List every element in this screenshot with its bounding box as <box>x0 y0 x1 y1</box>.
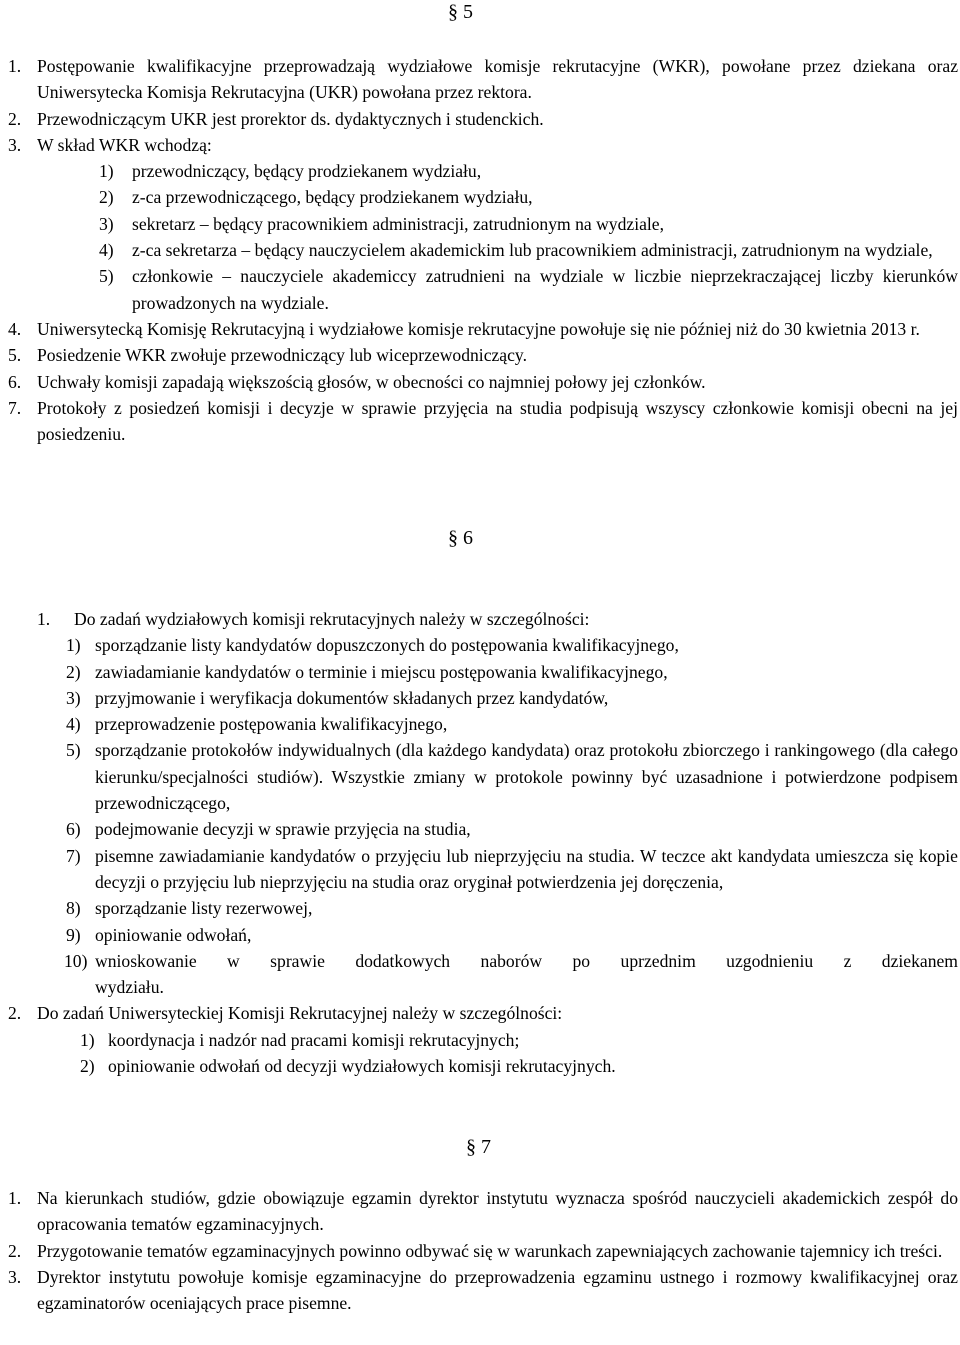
sec7-item-2 <box>0 1238 960 1264</box>
sec6-sub-2 <box>0 659 960 685</box>
sec6-sub-9 <box>0 922 960 948</box>
item-text: W skład WKR wchodzą: <box>37 134 212 155</box>
sec6-sub-4 <box>0 711 960 737</box>
sec5-item-4 <box>0 316 960 342</box>
sub-text: sporządzanie protokołów indywidualnych (dla każdego kandydata) oraz protokołu zbiorczego i rankingowego (dla całego kierunku/specjalności studiów). Wszystkie zmiany w protokole powinny być uzasadnione i potwierdzone podpisem przewodniczącego, <box>95 740 958 814</box>
sub-number: 3) <box>66 687 81 708</box>
item-text: Do zadań wydziałowych komisji rekrutacyjnych należy w szczególności: <box>74 609 590 629</box>
item-text: Dyrektor instytutu powołuje komisje egzaminacyjne do przeprowadzenia egzaminu ustnego i rozmowy kwalifikacyjnej oraz egzaminatorów oceniających prace pisemne. <box>37 1266 958 1314</box>
sub-number: 1) <box>66 635 81 656</box>
item-number: 4. <box>8 318 22 339</box>
sub-number: 7) <box>66 845 81 866</box>
sub-text: przewodniczący, będący prodziekanem wydziału, <box>132 161 482 182</box>
sub-number: 2) <box>80 1056 95 1077</box>
sub-number: 3) <box>99 213 114 234</box>
sec6-sub-1 <box>0 632 960 658</box>
sec6-item-2 <box>0 1000 960 1026</box>
sec5-sub-5 <box>0 263 960 316</box>
sub-number: 2) <box>99 187 114 208</box>
item-text: Do zadań Uniwersyteckiej Komisji Rekrutacyjnej należy w szczególności: <box>37 1003 563 1024</box>
sec5-sub-1 <box>0 158 960 184</box>
item-number: 3. <box>8 1266 22 1287</box>
sub-text: z-ca przewodniczącego, będący prodziekanem wydziału, <box>132 187 533 208</box>
sec5-item-3 <box>0 132 960 158</box>
sec6-sub-8 <box>0 895 960 921</box>
item-number: 2. <box>8 1240 22 1261</box>
sub-text: opiniowanie odwołań, <box>95 924 252 945</box>
sub-text: podejmowanie decyzji w sprawie przyjęcia na studia, <box>95 819 471 840</box>
sec6-2-sub-2 <box>0 1053 960 1079</box>
item-text: Protokoły z posiedzeń komisji i decyzje w sprawie przyjęcia na studia podpisują wszyscy członkowie komisji obecni na jej posiedzeniu. <box>37 397 958 445</box>
sec6-sub-6 <box>0 816 960 842</box>
sec5-sub-2 <box>0 184 960 210</box>
sub-number: 1) <box>80 1029 95 1050</box>
sub-number: 6) <box>66 819 81 840</box>
sub-number: 5) <box>66 740 81 761</box>
sub-text: członkowie – nauczyciele akademiccy zatrudnieni na wydziale w liczbie nieprzekraczającej liczby kierunków prowadzonych na wydziale. <box>132 266 958 313</box>
item-text: Przewodniczącym UKR jest prorektor ds. dydaktycznych i studenckich. <box>37 108 544 129</box>
sub-text: zawiadamianie kandydatów o terminie i miejscu postępowania kwalifikacyjnego, <box>95 661 668 682</box>
sec6-item-1 <box>0 606 960 632</box>
sec5-item-6 <box>0 369 960 395</box>
item-number: 2. <box>8 1003 22 1024</box>
sub-text: przeprowadzenie postępowania kwalifikacyjnego, <box>95 714 448 735</box>
sub-text: pisemne zawiadamianie kandydatów o przyjęciu lub nieprzyjęciu na studia. W teczce akt kandydata umieszcza się kopie decyzji o przyjęciu lub nieprzyjęciu na studia oraz oryginał potwierdzenia jej doręczenia, <box>95 845 958 892</box>
sec6-2-sub-1 <box>0 1027 960 1053</box>
sub-text: sekretarz – będący pracownikiem administracji, zatrudnionym na wydziale, <box>132 213 665 234</box>
item-text: Na kierunkach studiów, gdzie obowiązuje egzamin dyrektor instytutu wyznacza spośród nauczycieli akademickich zespół do opracowania tematów egzaminacyjnych. <box>37 1188 958 1235</box>
sec5-item-5 <box>0 342 960 368</box>
item-number: 7. <box>8 397 22 418</box>
item-text: Posiedzenie WKR zwołuje przewodniczący lub wiceprzewodniczący. <box>37 345 527 366</box>
sub-number: 4) <box>66 714 81 735</box>
sub-text: koordynacja i nadzór nad pracami komisji rekrutacyjnych; <box>108 1029 520 1050</box>
sub-text: sporządzanie listy rezerwowej, <box>95 898 313 919</box>
sub-number: 2) <box>66 661 81 682</box>
sec6-sub-5 <box>0 737 960 816</box>
sub-number: 5) <box>99 266 114 287</box>
section-6-body <box>0 606 960 1079</box>
sec6-sub-10 <box>0 948 960 1001</box>
section-5-body <box>0 53 960 447</box>
item-number: 2. <box>8 108 22 129</box>
sub-number: 9) <box>66 924 81 945</box>
section-7-heading: § 7 <box>466 1136 491 1158</box>
sub-text: opiniowanie odwołań od decyzji wydziałowych komisji rekrutacyjnych. <box>108 1056 616 1077</box>
item-number: 1. <box>8 1188 22 1208</box>
sec6-sub-3 <box>0 685 960 711</box>
item-text: Uniwersytecką Komisję Rekrutacyjną i wydziałowe komisje rekrutacyjne powołuje się nie później niż do 30 kwietnia 2013 r. <box>37 318 920 339</box>
sec5-item-7 <box>0 395 960 448</box>
item-number: 3. <box>8 134 22 155</box>
sub-number: 4) <box>99 240 114 261</box>
sec5-sub-3 <box>0 211 960 237</box>
sub-text: sporządzanie listy kandydatów dopuszczonych do postępowania kwalifikacyjnego, <box>95 635 679 656</box>
item-number: 5. <box>8 345 22 366</box>
sec5-item-2 <box>0 106 960 132</box>
item-text: Postępowanie kwalifikacyjne przeprowadzają wydziałowe komisje rekrutacyjne (WKR), powołane przez dziekana oraz Uniwersytecka Komisja Rekrutacyjna (UKR) powołana przez rektora. <box>37 56 958 103</box>
item-text: Przygotowanie tematów egzaminacyjnych powinno odbywać się w warunkach zapewniających zachowanie tajemnicy ich treści. <box>37 1240 943 1261</box>
sub-text: przyjmowanie i weryfikacja dokumentów składanych przez kandydatów, <box>95 687 609 708</box>
sub-text: z-ca sekretarza – będący nauczycielem akademickim lub pracownikiem administracji, zatrudnionym na wydziale, <box>132 240 933 261</box>
item-number: 1. <box>37 609 51 629</box>
item-number: 1. <box>8 56 22 76</box>
item-text: Uchwały komisji zapadają większością głosów, w obecności co najmniej połowy jej członków. <box>37 371 706 392</box>
sec6-sub-7 <box>0 843 960 896</box>
sub-text: wnioskowanie w sprawie dodatkowych naborów po uprzednim uzgodnieniu z dziekanem wydziału. <box>95 950 958 998</box>
section-7-body <box>0 1185 960 1316</box>
sec7-item-3 <box>0 1264 960 1317</box>
sub-number: 1) <box>99 161 114 182</box>
sub-number: 8) <box>66 898 81 919</box>
section-6-heading: § 6 <box>448 527 473 549</box>
sub-number: 10) <box>64 950 88 971</box>
item-number: 6. <box>8 371 22 392</box>
sec5-sub-4 <box>0 237 960 263</box>
sec5-item-1 <box>0 53 960 106</box>
sec7-item-1 <box>0 1185 960 1238</box>
section-5-heading: § 5 <box>448 1 473 23</box>
